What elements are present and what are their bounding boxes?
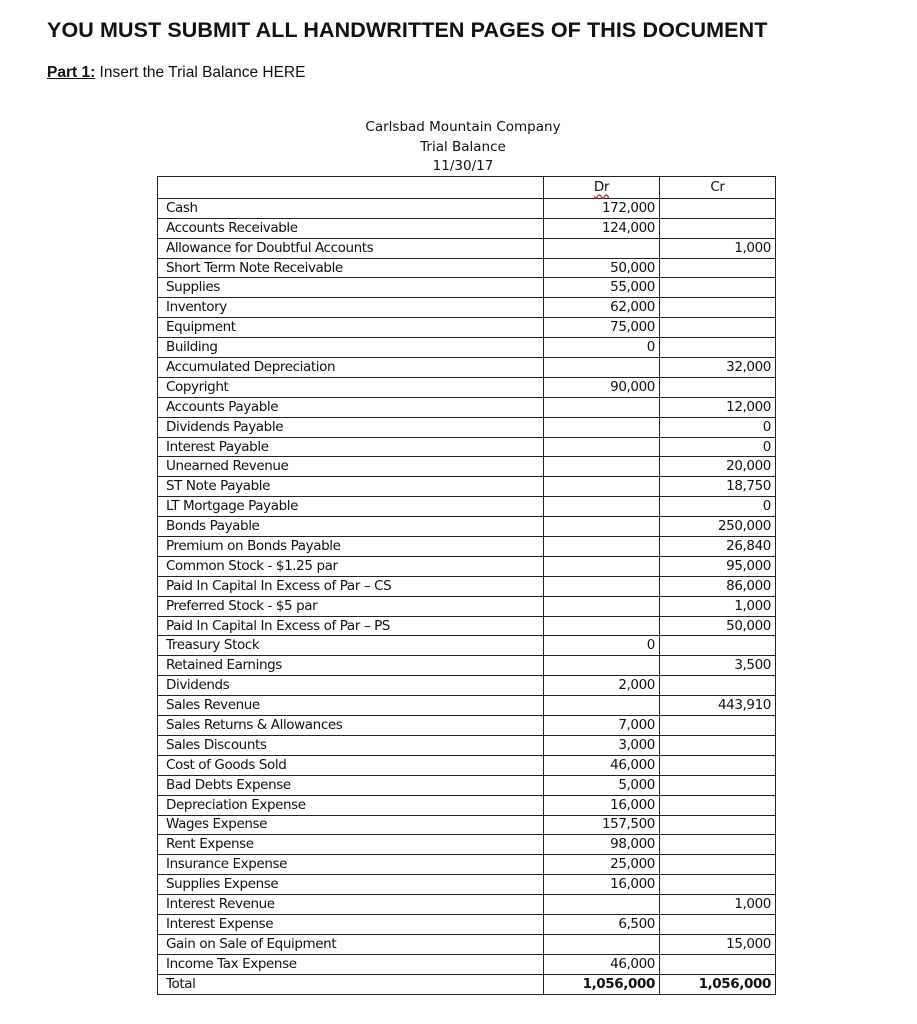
debit-amount: 50,000 xyxy=(544,258,660,278)
table-body xyxy=(158,198,776,974)
table-row xyxy=(158,338,776,358)
account-name: LT Mortgage Payable xyxy=(158,497,544,517)
credit-amount xyxy=(660,676,776,696)
credit-amount xyxy=(660,338,776,358)
company-name: Carlsbad Mountain Company xyxy=(365,119,561,135)
table-row xyxy=(158,616,776,636)
credit-amount: 50,000 xyxy=(660,616,776,636)
credit-amount: 26,840 xyxy=(660,537,776,557)
credit-amount: 18,750 xyxy=(660,477,776,497)
credit-amount: 12,000 xyxy=(660,397,776,417)
credit-amount xyxy=(660,298,776,318)
total-credit: 1,056,000 xyxy=(660,974,776,994)
account-name: Dividends xyxy=(158,676,544,696)
debit-amount: 6,500 xyxy=(544,914,660,934)
credit-amount xyxy=(660,795,776,815)
account-name: Gain on Sale of Equipment xyxy=(158,934,544,954)
account-name: Accounts Receivable xyxy=(158,218,544,238)
credit-amount xyxy=(660,258,776,278)
trial-balance-table xyxy=(157,176,776,995)
credit-amount xyxy=(660,755,776,775)
debit-amount xyxy=(544,517,660,537)
credit-amount xyxy=(660,318,776,338)
table-row xyxy=(158,298,776,318)
credit-amount: 250,000 xyxy=(660,517,776,537)
credit-amount xyxy=(660,198,776,218)
credit-amount: 1,000 xyxy=(660,895,776,915)
account-name: Cash xyxy=(158,198,544,218)
credit-amount: 0 xyxy=(660,437,776,457)
account-name: Supplies Expense xyxy=(158,875,544,895)
debit-amount xyxy=(544,437,660,457)
debit-amount: 98,000 xyxy=(544,835,660,855)
debit-amount xyxy=(544,656,660,676)
credit-amount: 32,000 xyxy=(660,358,776,378)
account-name: Retained Earnings xyxy=(158,656,544,676)
part-text: Insert the Trial Balance HERE xyxy=(95,64,306,81)
debit-amount: 46,000 xyxy=(544,954,660,974)
account-name: Dividends Payable xyxy=(158,417,544,437)
account-name: Paid In Capital In Excess of Par – PS xyxy=(158,616,544,636)
debit-amount: 172,000 xyxy=(544,198,660,218)
header-account xyxy=(158,177,544,199)
table-row xyxy=(158,716,776,736)
account-name: Allowance for Doubtful Accounts xyxy=(158,238,544,258)
table-row xyxy=(158,576,776,596)
report-date: 11/30/17 xyxy=(432,158,494,174)
table-row xyxy=(158,914,776,934)
debit-amount: 157,500 xyxy=(544,815,660,835)
credit-amount xyxy=(660,636,776,656)
debit-amount xyxy=(544,596,660,616)
table-row xyxy=(158,775,776,795)
account-name: Bonds Payable xyxy=(158,517,544,537)
table-row xyxy=(158,895,776,915)
account-name: Wages Expense xyxy=(158,815,544,835)
account-name: Rent Expense xyxy=(158,835,544,855)
debit-amount xyxy=(544,417,660,437)
debit-amount: 62,000 xyxy=(544,298,660,318)
table-row xyxy=(158,835,776,855)
table-row xyxy=(158,696,776,716)
credit-amount: 0 xyxy=(660,497,776,517)
debit-amount xyxy=(544,358,660,378)
table-row xyxy=(158,556,776,576)
credit-amount: 86,000 xyxy=(660,576,776,596)
credit-amount xyxy=(660,377,776,397)
table-header-row xyxy=(158,177,776,199)
table-row xyxy=(158,377,776,397)
debit-amount: 0 xyxy=(544,636,660,656)
account-name: Premium on Bonds Payable xyxy=(158,537,544,557)
account-name: Paid In Capital In Excess of Par – CS xyxy=(158,576,544,596)
account-name: Interest Expense xyxy=(158,914,544,934)
credit-amount xyxy=(660,218,776,238)
table-row xyxy=(158,676,776,696)
credit-amount: 1,000 xyxy=(660,238,776,258)
report-title: Trial Balance xyxy=(420,139,506,155)
debit-amount: 90,000 xyxy=(544,377,660,397)
table-row xyxy=(158,477,776,497)
credit-amount: 95,000 xyxy=(660,556,776,576)
debit-amount: 5,000 xyxy=(544,775,660,795)
account-name: Copyright xyxy=(158,377,544,397)
debit-amount xyxy=(544,696,660,716)
account-name: Accounts Payable xyxy=(158,397,544,417)
table-row xyxy=(158,735,776,755)
table-row xyxy=(158,497,776,517)
credit-amount xyxy=(660,954,776,974)
total-label: Total xyxy=(158,974,544,994)
debit-amount xyxy=(544,934,660,954)
debit-amount: 16,000 xyxy=(544,875,660,895)
account-name: Short Term Note Receivable xyxy=(158,258,544,278)
debit-amount: 46,000 xyxy=(544,755,660,775)
credit-amount: 1,000 xyxy=(660,596,776,616)
credit-amount: 443,910 xyxy=(660,696,776,716)
credit-amount xyxy=(660,735,776,755)
account-name: ST Note Payable xyxy=(158,477,544,497)
credit-amount xyxy=(660,855,776,875)
table-row xyxy=(158,596,776,616)
table-row xyxy=(158,397,776,417)
credit-amount: 15,000 xyxy=(660,934,776,954)
debit-amount xyxy=(544,457,660,477)
table-row xyxy=(158,934,776,954)
debit-amount: 7,000 xyxy=(544,716,660,736)
debit-amount: 3,000 xyxy=(544,735,660,755)
account-name: Inventory xyxy=(158,298,544,318)
account-name: Treasury Stock xyxy=(158,636,544,656)
total-row xyxy=(158,974,776,994)
table-row xyxy=(158,457,776,477)
credit-amount xyxy=(660,775,776,795)
account-name: Bad Debts Expense xyxy=(158,775,544,795)
header-debit-label: Dr xyxy=(593,179,610,196)
debit-amount xyxy=(544,477,660,497)
table-row xyxy=(158,537,776,557)
account-name: Sales Discounts xyxy=(158,735,544,755)
table-row xyxy=(158,636,776,656)
account-name: Insurance Expense xyxy=(158,855,544,875)
debit-amount: 25,000 xyxy=(544,855,660,875)
credit-amount xyxy=(660,716,776,736)
account-name: Supplies xyxy=(158,278,544,298)
account-name: Sales Returns & Allowances xyxy=(158,716,544,736)
table-row xyxy=(158,358,776,378)
header-debit xyxy=(544,177,660,199)
account-name: Interest Revenue xyxy=(158,895,544,915)
table-row xyxy=(158,318,776,338)
debit-amount: 75,000 xyxy=(544,318,660,338)
credit-amount: 3,500 xyxy=(660,656,776,676)
table-row xyxy=(158,218,776,238)
table-row xyxy=(158,855,776,875)
credit-amount xyxy=(660,815,776,835)
account-name: Depreciation Expense xyxy=(158,795,544,815)
part-1-instruction xyxy=(47,64,305,82)
credit-amount xyxy=(660,914,776,934)
debit-amount: 16,000 xyxy=(544,795,660,815)
debit-amount: 124,000 xyxy=(544,218,660,238)
credit-amount: 20,000 xyxy=(660,457,776,477)
debit-amount: 55,000 xyxy=(544,278,660,298)
table-row xyxy=(158,198,776,218)
credit-amount xyxy=(660,875,776,895)
debit-amount xyxy=(544,238,660,258)
debit-amount xyxy=(544,397,660,417)
table-row xyxy=(158,656,776,676)
table-row xyxy=(158,875,776,895)
table-row xyxy=(158,437,776,457)
debit-amount: 2,000 xyxy=(544,676,660,696)
debit-amount xyxy=(544,537,660,557)
account-name: Unearned Revenue xyxy=(158,457,544,477)
account-name: Accumulated Depreciation xyxy=(158,358,544,378)
debit-amount: 0 xyxy=(544,338,660,358)
total-debit: 1,056,000 xyxy=(544,974,660,994)
debit-amount xyxy=(544,497,660,517)
table-row xyxy=(158,517,776,537)
table-row xyxy=(158,278,776,298)
account-name: Common Stock - $1.25 par xyxy=(158,556,544,576)
debit-amount xyxy=(544,616,660,636)
credit-amount xyxy=(660,835,776,855)
credit-amount: 0 xyxy=(660,417,776,437)
account-name: Preferred Stock - $5 par xyxy=(158,596,544,616)
debit-amount xyxy=(544,556,660,576)
account-name: Income Tax Expense xyxy=(158,954,544,974)
account-name: Equipment xyxy=(158,318,544,338)
part-label: Part 1: xyxy=(47,64,96,81)
table-row xyxy=(158,954,776,974)
account-name: Cost of Goods Sold xyxy=(158,755,544,775)
table-row xyxy=(158,795,776,815)
account-name: Interest Payable xyxy=(158,437,544,457)
debit-amount xyxy=(544,895,660,915)
table-row xyxy=(158,417,776,437)
account-name: Sales Revenue xyxy=(158,696,544,716)
credit-amount xyxy=(660,278,776,298)
table-row xyxy=(158,258,776,278)
instruction-banner: YOU MUST SUBMIT ALL HANDWRITTEN PAGES OF THIS DOCUMENT xyxy=(47,18,768,42)
account-name: Building xyxy=(158,338,544,358)
table-row xyxy=(158,755,776,775)
debit-amount xyxy=(544,576,660,596)
table-row xyxy=(158,238,776,258)
header-credit: Cr xyxy=(660,177,776,199)
table-row xyxy=(158,815,776,835)
